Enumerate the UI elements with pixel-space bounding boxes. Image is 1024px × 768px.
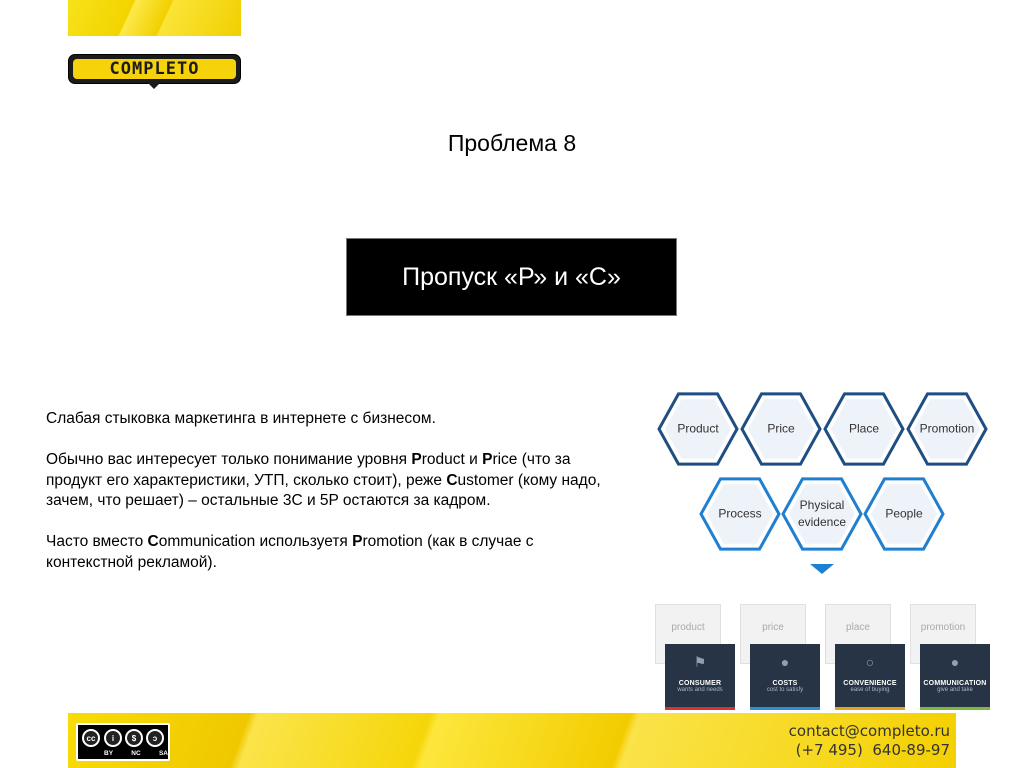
p2-bold-2: P <box>482 451 493 468</box>
p3-bold-2: P <box>352 533 363 550</box>
cc-labels <box>104 750 168 757</box>
hex-place-label: Place <box>848 421 880 436</box>
p2-text-4: ustomer (кому надо, зачем, что решает) – остальные 3С и 5P остаются за кадром. <box>46 471 601 509</box>
paragraph-1: Слабая стыковка маркетинга в интернете с бизнесом. <box>46 410 436 427</box>
logo-plate <box>68 54 241 84</box>
card-price-label: price <box>762 622 784 633</box>
contact-phone: (+7 495) 640-89-97 <box>795 741 950 759</box>
p3-bold-1: C <box>147 533 159 550</box>
card-product-label: product <box>671 622 705 633</box>
subtitle-text: Пропуск «Р» и «С» <box>402 262 621 291</box>
hex-people-label: People <box>885 506 923 521</box>
p3-text-3: romotion (как в случае с контекстной рекламой). <box>46 533 534 571</box>
cc-icon: cc <box>82 729 100 747</box>
creative-commons-badge[interactable] <box>76 723 170 761</box>
card-promotion-label: promotion <box>920 622 966 633</box>
cc-label-nc: NC <box>131 750 141 757</box>
card-costs <box>750 644 820 710</box>
card-consumer-title: CONSUMER <box>678 680 722 687</box>
sa-icon: ↄ <box>146 729 164 747</box>
logo-text: COMPLETO <box>109 59 200 79</box>
contact-info <box>789 722 950 760</box>
hexagon-graphic <box>650 378 996 584</box>
marketing-mix-hexagons <box>650 378 996 584</box>
top-decorative-strip <box>68 0 241 36</box>
card-convenience <box>835 644 905 710</box>
subtitle-box <box>346 238 677 316</box>
slide-title: Проблема 8 <box>447 130 577 156</box>
card-costs-bar <box>750 707 820 710</box>
by-icon: i <box>104 729 122 747</box>
hex-product-label: Product <box>677 421 719 436</box>
hex-promotion-label: Promotion <box>919 421 975 436</box>
p2-text-2: roduct и <box>421 451 483 468</box>
p3-text-2: ommunication используетя <box>158 533 353 550</box>
card-convenience-title: CONVENIENCE <box>843 680 897 687</box>
card-communication <box>920 644 990 710</box>
flag-icon: ⚑ <box>693 654 707 670</box>
chat-icon: ● <box>950 654 960 670</box>
cc-label-sa: SA <box>158 750 168 757</box>
nc-icon: $ <box>125 729 143 747</box>
card-convenience-subtitle: ease of buying <box>850 687 890 693</box>
cc-label-by: BY <box>104 750 114 757</box>
completo-logo[interactable] <box>68 54 241 88</box>
card-costs-subtitle: cost to satisfy <box>766 687 804 693</box>
p2-bold-1: P <box>411 451 422 468</box>
hex-physical-evidence-label: Physical evidence <box>797 498 847 529</box>
card-consumer-subtitle: wants and needs <box>677 687 723 693</box>
card-convenience-bar <box>835 707 905 710</box>
hex-process-label: Process <box>718 506 762 521</box>
card-consumer <box>665 644 735 710</box>
paragraph-2 <box>46 450 616 512</box>
card-costs-title: COSTS <box>772 680 798 687</box>
p2-bold-3: C <box>446 471 458 489</box>
person-icon: ● <box>780 654 790 670</box>
p3-text-1: Часто вместо <box>46 533 148 550</box>
p2-text-1: Обычно вас интересует только понимание уровня <box>46 451 412 468</box>
card-communication-bar <box>920 707 990 710</box>
4p-4c-cards <box>652 604 997 714</box>
footer-banner <box>68 713 956 768</box>
body-text <box>46 409 616 594</box>
contact-email[interactable]: contact@completo.ru <box>788 722 950 740</box>
card-consumer-bar <box>665 707 735 710</box>
pointer-triangle <box>810 564 834 574</box>
circle-icon: ○ <box>865 654 875 670</box>
card-place-label: place <box>846 622 870 633</box>
logo-tip <box>147 82 161 89</box>
card-communication-subtitle: give and take <box>937 687 973 693</box>
p2-text-3: rice (что за продукт его характеристики, УТП, сколько стоит), реже <box>46 451 571 489</box>
paragraph-3 <box>46 532 616 573</box>
logo-inner <box>73 59 236 79</box>
hex-price-label: Price <box>767 421 795 436</box>
card-communication-title: COMMUNICATION <box>923 680 987 687</box>
